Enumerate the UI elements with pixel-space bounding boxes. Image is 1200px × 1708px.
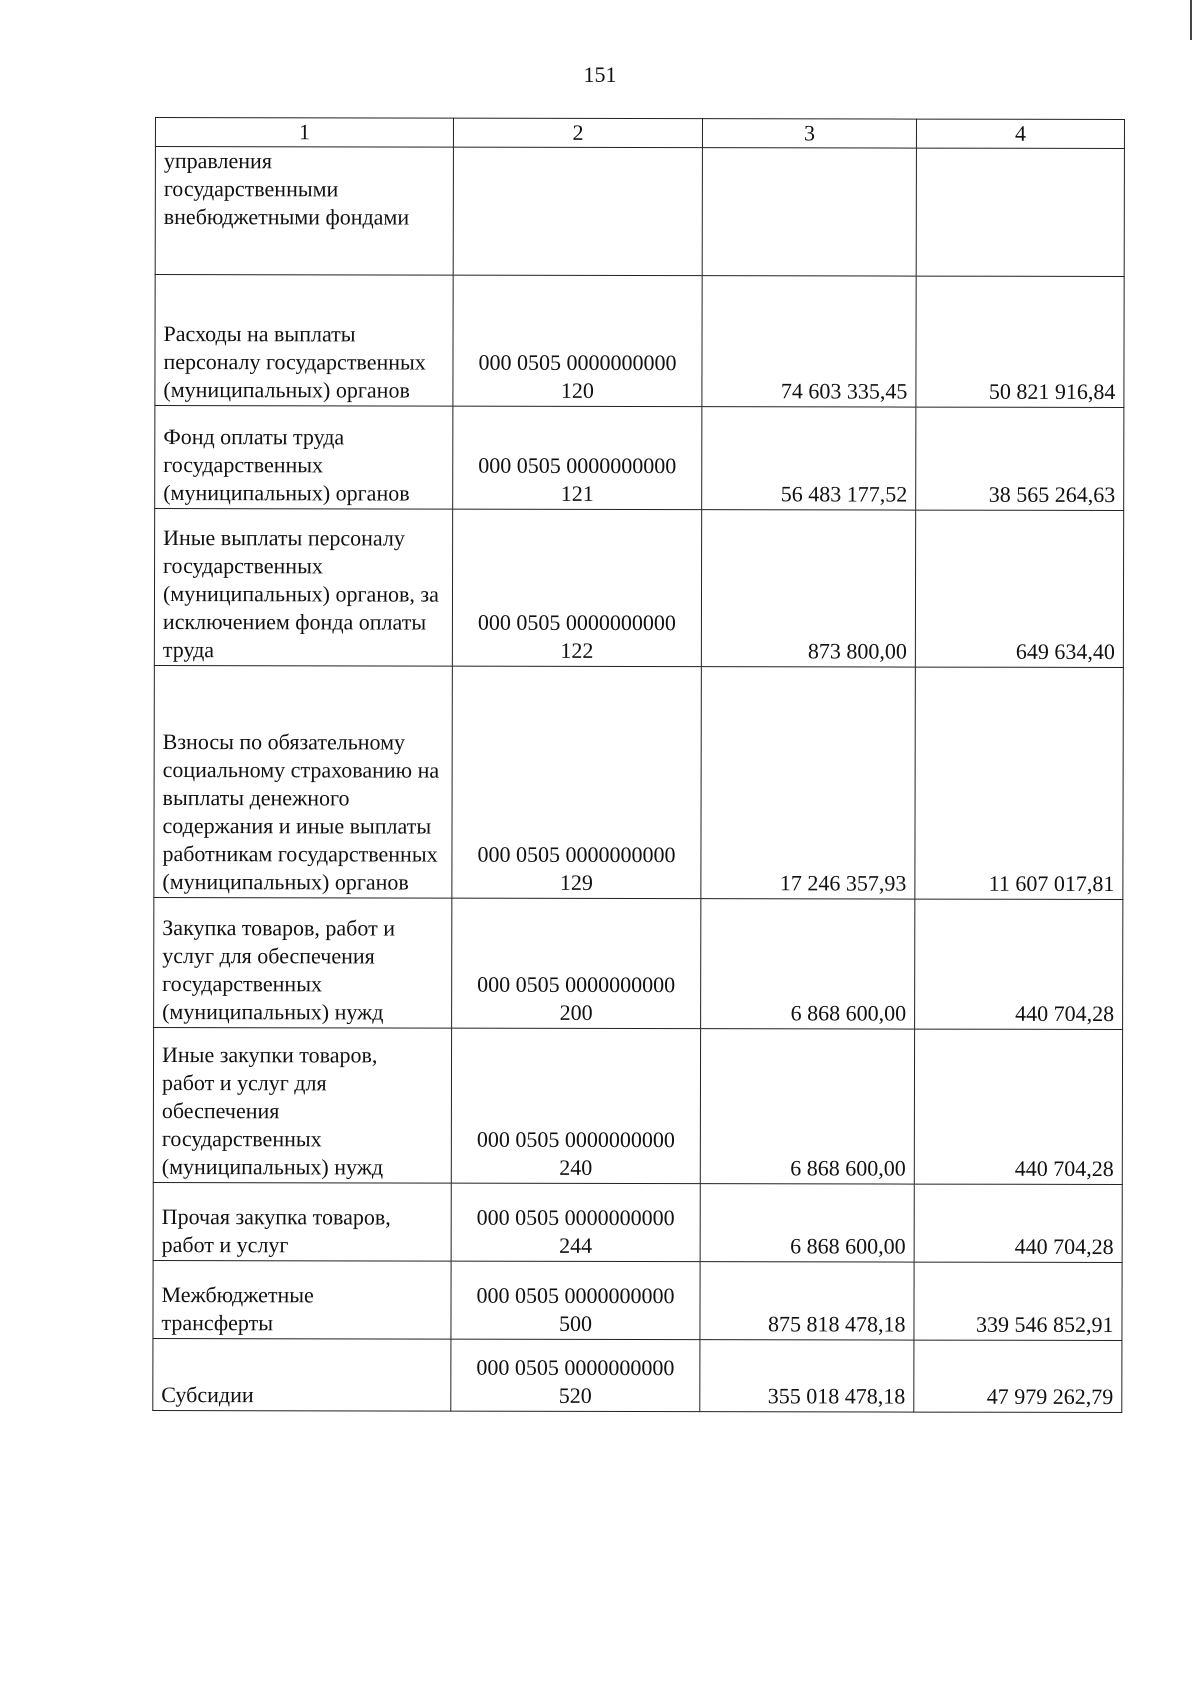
row-col4	[916, 148, 1124, 276]
scan-edge-mark	[1190, 0, 1192, 40]
row-col3: 74 603 335,45	[702, 276, 916, 407]
table-row	[154, 665, 1123, 899]
row-name: Иные выплаты персоналу государственных (муниципальных) органов, за исключением фонда оплаты труда	[154, 509, 452, 667]
row-col4: 38 565 264,63	[916, 407, 1124, 510]
row-code-sub: 500	[558, 1310, 593, 1336]
row-code-main: 000 0505 0000000000	[476, 1354, 675, 1381]
row-code-main: 000 0505 0000000000	[477, 971, 676, 998]
row-code-sub: 244	[559, 1232, 593, 1258]
row-code-main: 000 0505 0000000000	[477, 841, 676, 868]
row-code	[451, 1339, 700, 1412]
row-code	[452, 509, 701, 667]
row-col4: 47 979 262,79	[914, 1340, 1122, 1412]
row-name: Расходы на выплаты персоналу государственных (муниципальных) органов	[155, 275, 453, 407]
row-code-main: 000 0505 0000000000	[476, 1282, 675, 1309]
header-col-3: 3	[702, 119, 916, 148]
row-col4: 11 607 017,81	[915, 667, 1123, 899]
row-code-sub: 520	[558, 1382, 592, 1408]
row-name-text: управления государственными внебюджетными фондами	[163, 148, 410, 230]
row-code	[453, 147, 702, 276]
row-code	[451, 1183, 700, 1262]
row-col3: 17 246 357,93	[701, 667, 915, 899]
row-code-sub: 129	[559, 869, 593, 895]
row-name	[155, 147, 453, 276]
table-row	[154, 897, 1123, 1029]
row-code-sub: 200	[559, 999, 593, 1025]
table-row	[153, 1027, 1122, 1184]
header-col-1: 1	[155, 118, 453, 148]
row-code	[453, 275, 702, 407]
row-name: Фонд оплаты труда государственных (муниципальных) органов	[155, 406, 453, 510]
row-col4: 440 704,28	[914, 1029, 1122, 1184]
table-row-continuation	[155, 147, 1124, 277]
row-col3: 875 818 478,18	[700, 1262, 914, 1340]
row-col3	[702, 148, 916, 276]
row-col4: 440 704,28	[914, 1184, 1122, 1262]
row-code	[452, 666, 701, 899]
row-code-sub: 120	[560, 377, 594, 403]
row-code-main: 000 0505 0000000000	[476, 1204, 675, 1231]
table-row	[153, 1338, 1122, 1412]
row-code-sub: 121	[560, 480, 594, 506]
row-code	[452, 898, 701, 1029]
row-name: Иные закупки товаров, работ и услуг для обеспечения государственных (муниципальных) нужд	[153, 1027, 451, 1183]
header-col-4: 4	[916, 119, 1124, 148]
row-code	[453, 406, 702, 510]
row-code-sub: 122	[560, 637, 594, 663]
row-col4: 440 704,28	[915, 899, 1123, 1029]
table-row	[153, 1182, 1122, 1262]
row-name: Субсидии	[153, 1338, 451, 1411]
row-col4: 649 634,40	[915, 510, 1123, 667]
row-code	[451, 1261, 700, 1340]
table-header-row	[155, 118, 1124, 149]
row-col3: 355 018 478,18	[700, 1340, 914, 1412]
row-name: Взносы по обязательному социальному страхованию на выплаты денежного содержания и иные выплаты работникам государственных (муниципальных) органов	[154, 665, 452, 898]
budget-table	[152, 117, 1125, 1413]
row-col3: 6 868 600,00	[700, 1029, 914, 1184]
row-name: Межбюджетные трансферты	[153, 1260, 451, 1339]
row-col3: 6 868 600,00	[701, 899, 915, 1029]
row-col3: 56 483 177,52	[702, 407, 916, 510]
row-code-main: 000 0505 0000000000	[476, 1126, 675, 1153]
table-row	[155, 406, 1124, 511]
row-name: Прочая закупка товаров, работ и услуг	[153, 1182, 451, 1261]
row-col4: 50 821 916,84	[916, 276, 1124, 407]
page-number: 151	[583, 62, 617, 87]
row-code-main: 000 0505 0000000000	[478, 349, 677, 376]
row-code-main: 000 0505 0000000000	[477, 609, 676, 636]
row-code	[451, 1028, 700, 1184]
row-col3: 6 868 600,00	[700, 1184, 914, 1262]
table-row	[154, 509, 1123, 668]
row-code-sub: 240	[559, 1154, 593, 1180]
table-row	[153, 1260, 1122, 1340]
header-col-2: 2	[453, 118, 702, 148]
row-col3: 873 800,00	[701, 510, 915, 667]
row-code-main: 000 0505 0000000000	[478, 452, 677, 479]
budget-table-container	[152, 117, 1124, 1413]
row-col4: 339 546 852,91	[914, 1262, 1122, 1340]
table-row	[155, 275, 1124, 408]
row-name: Закупка товаров, работ и услуг для обеспечения государственных (муниципальных) нужд	[154, 897, 452, 1028]
